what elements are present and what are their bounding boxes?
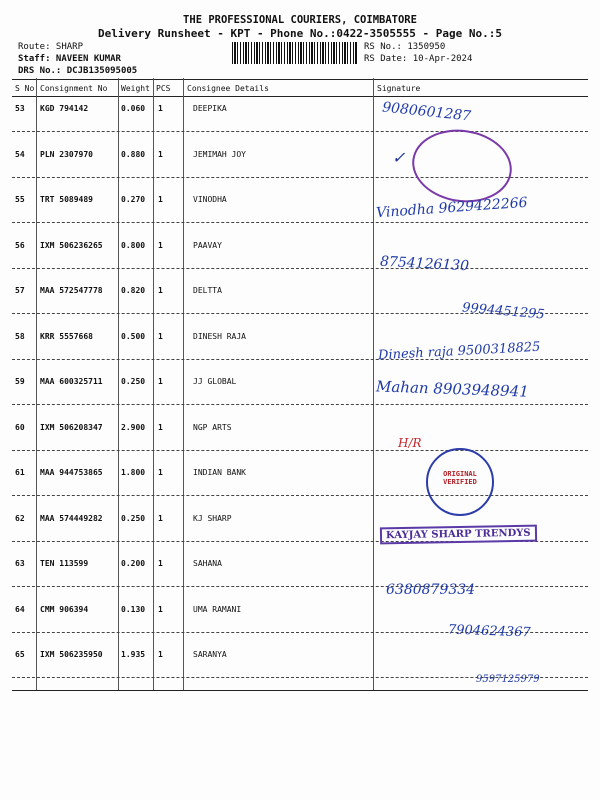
row-consignment-no: CMM 906394 [40, 604, 89, 614]
row-separator [12, 586, 588, 587]
row-weight: 0.800 [121, 240, 146, 250]
row-consignment-no: MAA 600325711 [40, 377, 103, 386]
row-weight: 1.800 [121, 468, 146, 477]
handwritten-mark: ✓ [392, 148, 406, 167]
row-sno: 63 [15, 559, 25, 568]
header-pcs: PCS [156, 84, 171, 93]
staff-label: Staff: NAVEEN KUMAR [18, 54, 121, 64]
row-consignee: SARANYA [193, 650, 227, 659]
column-divider [118, 78, 119, 690]
column-divider [183, 78, 184, 690]
row-pcs: 1 [158, 422, 163, 432]
handwritten-signature: 8754126130 [379, 253, 470, 275]
row-weight: 0.200 [121, 559, 146, 568]
row-weight: 0.880 [121, 149, 146, 159]
row-pcs: 1 [158, 195, 163, 204]
row-weight: 0.250 [121, 513, 146, 523]
header-consignee: Consignee Details [187, 84, 269, 93]
row-weight: 2.900 [121, 422, 146, 432]
row-sno: 64 [15, 604, 25, 614]
row-consignment-no: IXM 506236265 [40, 240, 103, 250]
row-sno: 56 [15, 240, 25, 250]
row-consignment-no: TEN 113599 [40, 559, 89, 568]
handwritten-signature: 9597125979 [476, 674, 540, 685]
table-bottom-rule [12, 690, 588, 691]
barcode [232, 42, 358, 64]
header-consignment: Consignment No [40, 84, 108, 93]
handwritten-signature: Mahan 8903948941 [375, 377, 530, 401]
row-consignee: JJ GLOBAL [193, 377, 237, 386]
column-divider [373, 78, 374, 690]
row-consignee: DINESH RAJA [193, 331, 246, 341]
row-pcs: 1 [158, 286, 163, 295]
row-sno: 61 [15, 468, 25, 477]
table-header-rule [12, 96, 588, 97]
row-consignment-no: MAA 572547778 [40, 286, 103, 295]
row-weight: 0.820 [121, 286, 146, 295]
row-pcs: 1 [158, 513, 163, 523]
row-consignee: DELTTA [193, 286, 222, 295]
column-divider [153, 78, 154, 690]
row-consignee: DEEPIKA [193, 104, 227, 113]
row-pcs: 1 [158, 650, 163, 659]
handwritten-signature: Vinodha 9629422266 [375, 194, 529, 222]
header-weight: Weight [121, 84, 150, 93]
row-weight: 0.060 [121, 104, 146, 113]
row-consignee: VINODHA [193, 195, 227, 204]
row-consignment-no: PLN 2307970 [40, 149, 93, 159]
bank-round-stamp [426, 448, 494, 516]
handwritten-signature: 6380879334 [386, 582, 476, 598]
row-pcs: 1 [158, 604, 163, 614]
row-pcs: 1 [158, 240, 163, 250]
row-weight: 1.935 [121, 650, 146, 659]
row-consignee: INDIAN BANK [193, 468, 246, 477]
drs-label: DRS No.: DCJB135095005 [18, 66, 138, 76]
runsheet-subtitle: Delivery Runsheet - KPT - Phone No.:0422-3505555 - Page No.:5 [98, 27, 502, 40]
row-weight: 0.130 [121, 604, 146, 614]
row-pcs: 1 [158, 149, 163, 159]
row-sno: 53 [15, 104, 25, 113]
handwritten-signature: 7904624367 [447, 622, 531, 641]
header-sno: S No [15, 84, 35, 93]
row-sno: 54 [15, 149, 25, 159]
header-signature: Signature [377, 84, 421, 93]
row-weight: 0.250 [121, 377, 146, 386]
row-weight: 0.500 [121, 331, 146, 341]
rs-date: RS Date: 10-Apr-2024 [364, 54, 473, 64]
row-pcs: 1 [158, 331, 163, 341]
row-pcs: 1 [158, 468, 163, 477]
row-consignment-no: MAA 574449282 [40, 513, 103, 523]
row-sno: 57 [15, 286, 25, 295]
row-consignee: SAHANA [193, 559, 222, 568]
row-consignment-no: MAA 944753865 [40, 468, 103, 477]
handwritten-mark: H/R [398, 436, 422, 450]
row-sno: 65 [15, 650, 25, 659]
column-divider [36, 78, 37, 690]
row-separator [12, 359, 588, 360]
row-consignment-no: TRT 5089489 [40, 195, 93, 204]
original-verified-text: ORIGINAL VERIFIED [443, 470, 477, 486]
row-consignment-no: IXM 506208347 [40, 422, 103, 432]
company-title: THE PROFESSIONAL COURIERS, COIMBATORE [183, 14, 417, 26]
row-consignee: KJ SHARP [193, 513, 232, 523]
row-consignee: JEMIMAH JOY [193, 149, 246, 159]
row-sno: 62 [15, 513, 25, 523]
row-consignee: PAAVAY [193, 240, 222, 250]
row-separator [12, 222, 588, 223]
handwritten-signature: 9994451295 [461, 300, 546, 323]
row-pcs: 1 [158, 377, 163, 386]
row-separator [12, 268, 588, 269]
row-separator [12, 495, 588, 496]
row-consignment-no: IXM 506235950 [40, 650, 103, 659]
row-sno: 58 [15, 331, 25, 341]
row-consignee: NGP ARTS [193, 422, 232, 432]
row-separator [12, 131, 588, 132]
row-sno: 60 [15, 422, 25, 432]
row-pcs: 1 [158, 559, 163, 568]
row-pcs: 1 [158, 104, 163, 113]
row-sno: 59 [15, 377, 25, 386]
handwritten-signature: 9080601287 [381, 99, 472, 125]
row-separator [12, 450, 588, 451]
row-consignee: UMA RAMANI [193, 604, 242, 614]
row-separator [12, 404, 588, 405]
rs-number: RS No.: 1350950 [364, 42, 446, 52]
row-weight: 0.270 [121, 195, 146, 204]
row-sno: 55 [15, 195, 25, 204]
row-consignment-no: KRR 5557668 [40, 331, 93, 341]
row-consignment-no: KGD 794142 [40, 104, 89, 113]
route-label: Route: SHARP [18, 42, 84, 52]
company-rect-stamp: KAYJAY SHARP TRENDYS [380, 525, 537, 545]
handwritten-signature: Dinesh raja 9500318825 [377, 339, 541, 364]
table-top-rule [12, 79, 588, 80]
